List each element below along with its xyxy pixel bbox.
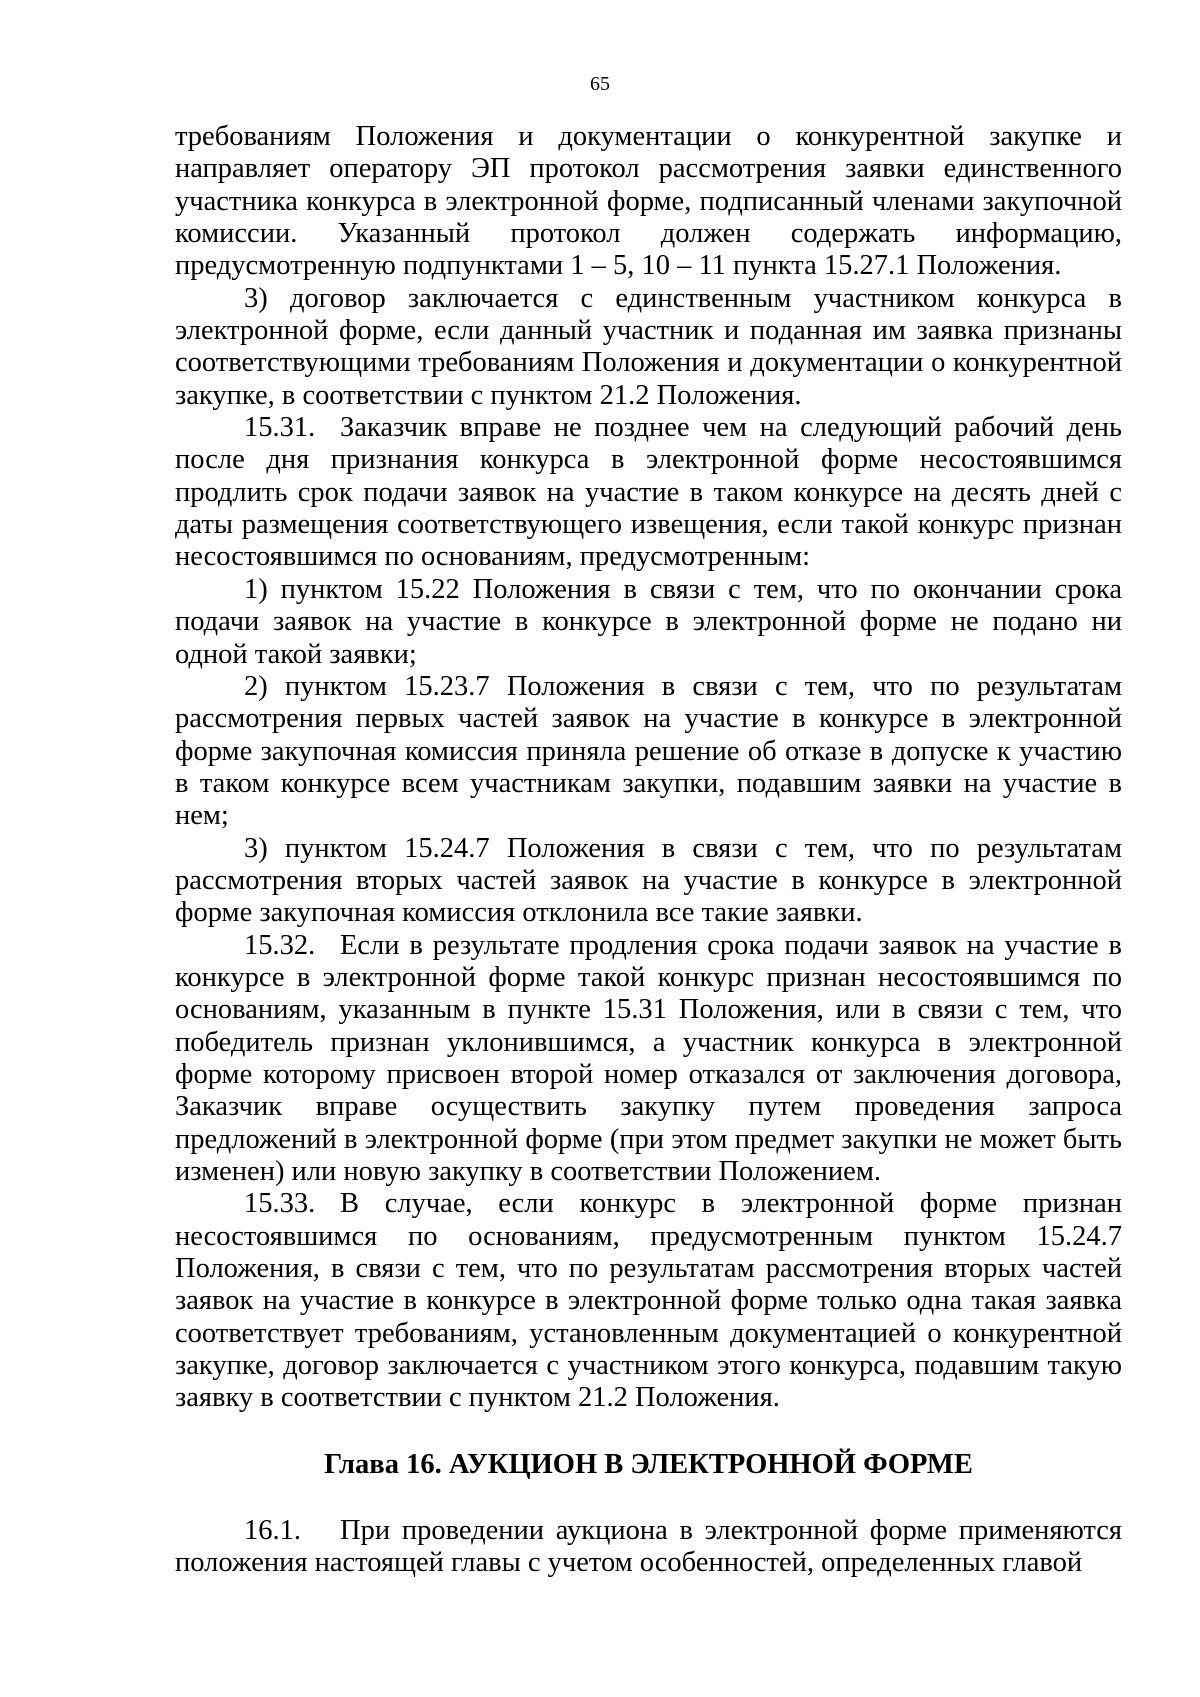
paragraph: 1) пунктом 15.22 Положения в связи с тем, что по окончании срока подачи заявок на участие в конкурсе в электронной форме не подано ни одной такой заявки;: [175, 573, 1122, 670]
chapter-title: Глава 16. АУКЦИОН В ЭЛЕКТРОННОЙ ФОРМЕ: [324, 1448, 973, 1480]
clause-number: 16.1.: [244, 1515, 301, 1547]
paragraph: 3) пунктом 15.24.7 Положения в связи с тем, что по результатам рассмотрения вторых частей заявок на участие в конкурсе в электронной форме закупочная комиссия отклонила все такие заявки.: [175, 832, 1122, 929]
clause-number: 15.33.: [244, 1188, 316, 1220]
paragraph: [175, 1188, 1122, 1414]
clause-number: 15.31.: [244, 412, 316, 444]
paragraph-text: В случае, если конкурс в электронной форме признан несостоявшимся по основаниям, предусмотренным пунктом 15.24.7 Положения, в связи с тем, что по результатам рассмотрения вторых частей заявок на участие в конкурсе в электронной форме только одна такая заявка соответствует требованиям, установленным документацией о конкурентной закупке, договор заключается с участником этого конкурса, подавшим такую заявку в соответствии с пунктом 21.2 Положения.: [175, 1188, 1122, 1414]
paragraph: [175, 412, 1122, 574]
paragraph-text: Если в результате продления срока подачи заявок на участие в конкурсе в электронной форме такой конкурс признан несостоявшимся по основаниям, указанным в пункте 15.31 Положения, или в связи с тем, что победитель признан уклонившимся, а участник конкурса в электронной форме которому присвоен второй номер отказался от заключения договора, Заказчик вправе осуществить закупку путем проведения запроса предложений в электронной форме (при этом предмет закупки не может быть изменен) или новую закупку в соответствии Положением.: [175, 929, 1122, 1187]
document-body: [175, 121, 1122, 1580]
page-number: 65: [590, 73, 610, 95]
paragraph: [175, 930, 1122, 1189]
paragraph: 2) пунктом 15.23.7 Положения в связи с тем, что по результатам рассмотрения первых частей заявок на участие в конкурсе в электронной форме закупочная комиссия приняла решение об отказе в допуске к участию в таком конкурсе всем участникам закупки, подавшим заявки на участие в нем;: [175, 670, 1122, 832]
paragraph-text: При проведении аукциона в электронной форме применяются положения настоящей главы с учетом особенностей, определенных главой: [175, 1515, 1122, 1579]
paragraph: требованиям Положения и документации о конкурентной закупке и направляет оператору ЭП протокол рассмотрения заявки единственного участника конкурса в электронной форме, подписанный членами закупочной комиссии. Указанный протокол должен содержать информацию, предусмотренную подпунктами 1 – 5, 10 – 11 пункта 15.27.1 Положения.: [175, 121, 1122, 282]
paragraph: 3) договор заключается с единственным участником конкурса в электронной форме, если данный участник и поданная им заявка признаны соответствующими требованиям Положения и документации о конкурентной закупке, в соответствии с пунктом 21.2 Положения.: [175, 282, 1122, 411]
paragraph-text: Заказчик вправе не позднее чем на следующий рабочий день после дня признания конкурса в электронной форме несостоявшимся продлить срок подачи заявок на участие в таком конкурсе на десять дней с даты размещения соответствующего извещения, если такой конкурс признан несостоявшимся по основаниям, предусмотренным:: [175, 412, 1122, 573]
paragraph: [175, 1515, 1122, 1580]
clause-number: 15.32.: [244, 929, 316, 961]
